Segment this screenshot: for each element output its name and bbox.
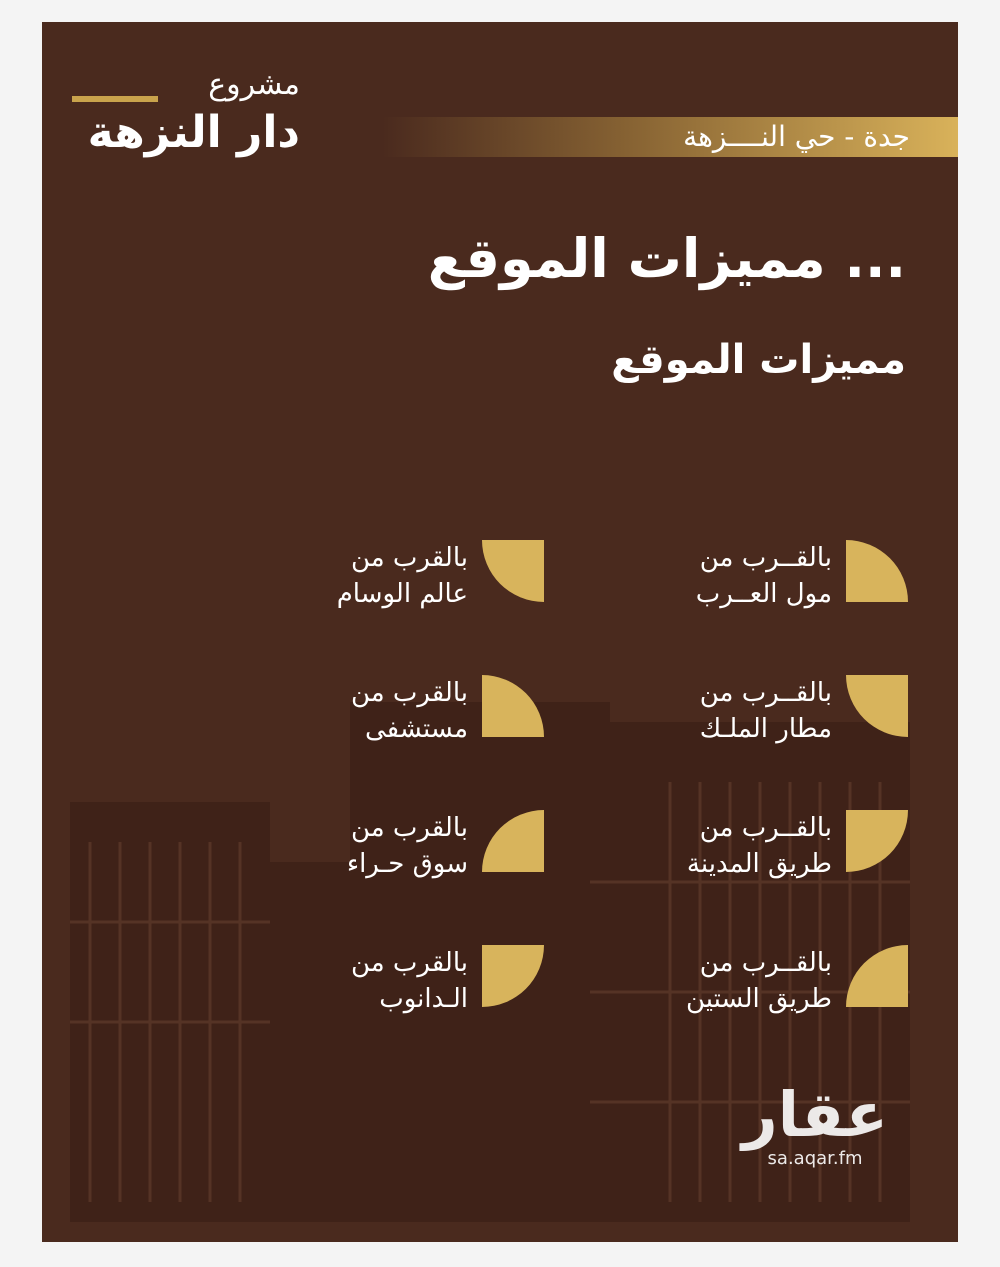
gold-divider xyxy=(72,96,158,102)
feature-line1: بالقرب من xyxy=(350,813,468,843)
project-label: مشروع xyxy=(208,67,300,102)
project-name: دار النزهة xyxy=(87,107,300,158)
feature-line2: طريق المدينة xyxy=(686,849,832,879)
quarter-circle-icon xyxy=(482,675,544,737)
feature-line2: الـدانوب xyxy=(379,984,468,1014)
quarter-circle-icon xyxy=(846,810,908,872)
quarter-circle-icon xyxy=(846,675,908,737)
feature-item xyxy=(278,945,544,1017)
aqar-watermark xyxy=(742,1078,888,1170)
feature-line1: بالقــرب من xyxy=(699,543,832,573)
quarter-circle-icon xyxy=(846,945,908,1007)
feature-line1: بالقــرب من xyxy=(699,678,832,708)
feature-line2: طريق الستين xyxy=(685,984,832,1014)
project-header xyxy=(70,67,300,159)
quarter-circle-icon xyxy=(482,810,544,872)
location-banner xyxy=(382,117,958,157)
feature-line1: بالقرب من xyxy=(350,948,468,978)
feature-item xyxy=(278,675,544,747)
section-title: مميزات الموقع ... xyxy=(427,227,906,290)
feature-item xyxy=(642,945,908,1017)
feature-line2: مستشفى xyxy=(365,714,468,744)
feature-line2: سوق حـراء xyxy=(346,849,468,879)
feature-item xyxy=(642,675,908,747)
feature-line1: بالقرب من xyxy=(350,678,468,708)
section-subtitle: مميزات الموقع xyxy=(611,337,906,383)
aqar-logo: عقار xyxy=(742,1078,888,1151)
feature-item xyxy=(278,810,544,882)
feature-item xyxy=(278,540,544,612)
feature-line2: مطار الملـك xyxy=(699,714,832,744)
location-text: جدة - حي النــــزهة xyxy=(683,120,910,153)
feature-line2: مول العــرب xyxy=(695,579,832,609)
feature-line1: بالقــرب من xyxy=(699,948,832,978)
poster xyxy=(42,22,958,1242)
feature-line1: بالقرب من xyxy=(350,543,468,573)
feature-item xyxy=(642,810,908,882)
feature-item xyxy=(642,540,908,612)
feature-line1: بالقــرب من xyxy=(699,813,832,843)
feature-line2: عالم الوسام xyxy=(336,579,468,609)
quarter-circle-icon xyxy=(482,945,544,1007)
aqar-url: sa.aqar.fm xyxy=(767,1148,863,1169)
quarter-circle-icon xyxy=(846,540,908,602)
quarter-circle-icon xyxy=(482,540,544,602)
